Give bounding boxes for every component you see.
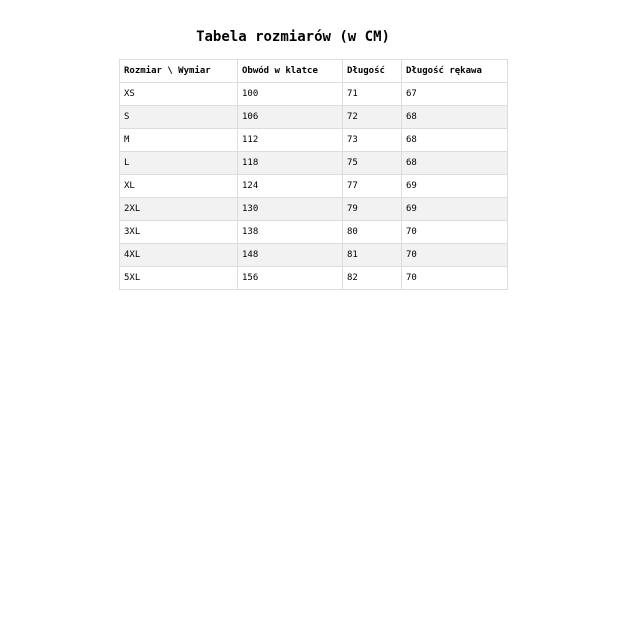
table-row (120, 267, 508, 290)
cell-sleeve: 68 (402, 106, 508, 129)
cell-sleeve: 68 (402, 129, 508, 152)
cell-size: 3XL (120, 221, 238, 244)
cell-sleeve: 70 (402, 221, 508, 244)
cell-chest: 138 (238, 221, 343, 244)
cell-length: 72 (343, 106, 402, 129)
cell-size: 4XL (120, 244, 238, 267)
header-size-dimension: Rozmiar \ Wymiar (120, 60, 238, 83)
cell-size: XL (120, 175, 238, 198)
cell-length: 73 (343, 129, 402, 152)
table-row (120, 106, 508, 129)
cell-chest: 148 (238, 244, 343, 267)
cell-sleeve: 68 (402, 152, 508, 175)
cell-chest: 118 (238, 152, 343, 175)
table-header-row (120, 60, 508, 83)
cell-length: 81 (343, 244, 402, 267)
table-row (120, 198, 508, 221)
cell-sleeve: 70 (402, 244, 508, 267)
cell-chest: 106 (238, 106, 343, 129)
cell-length: 71 (343, 83, 402, 106)
cell-length: 77 (343, 175, 402, 198)
cell-chest: 130 (238, 198, 343, 221)
table-row (120, 175, 508, 198)
cell-sleeve: 70 (402, 267, 508, 290)
table-row (120, 244, 508, 267)
table-row (120, 83, 508, 106)
cell-length: 82 (343, 267, 402, 290)
cell-chest: 100 (238, 83, 343, 106)
header-chest-circumference: Obwód w klatce (238, 60, 343, 83)
cell-sleeve: 67 (402, 83, 508, 106)
cell-size: S (120, 106, 238, 129)
cell-chest: 156 (238, 267, 343, 290)
table-row (120, 221, 508, 244)
table-row (120, 152, 508, 175)
cell-chest: 112 (238, 129, 343, 152)
cell-sleeve: 69 (402, 198, 508, 221)
header-length: Długość (343, 60, 402, 83)
cell-sleeve: 69 (402, 175, 508, 198)
cell-size: XS (120, 83, 238, 106)
cell-size: 2XL (120, 198, 238, 221)
cell-length: 80 (343, 221, 402, 244)
cell-size: L (120, 152, 238, 175)
cell-length: 79 (343, 198, 402, 221)
cell-chest: 124 (238, 175, 343, 198)
size-chart-table (119, 59, 508, 290)
cell-size: 5XL (120, 267, 238, 290)
table-row (120, 129, 508, 152)
cell-size: M (120, 129, 238, 152)
page-title: Tabela rozmiarów (w CM) (196, 29, 390, 45)
cell-length: 75 (343, 152, 402, 175)
header-sleeve-length: Długość rękawa (402, 60, 508, 83)
